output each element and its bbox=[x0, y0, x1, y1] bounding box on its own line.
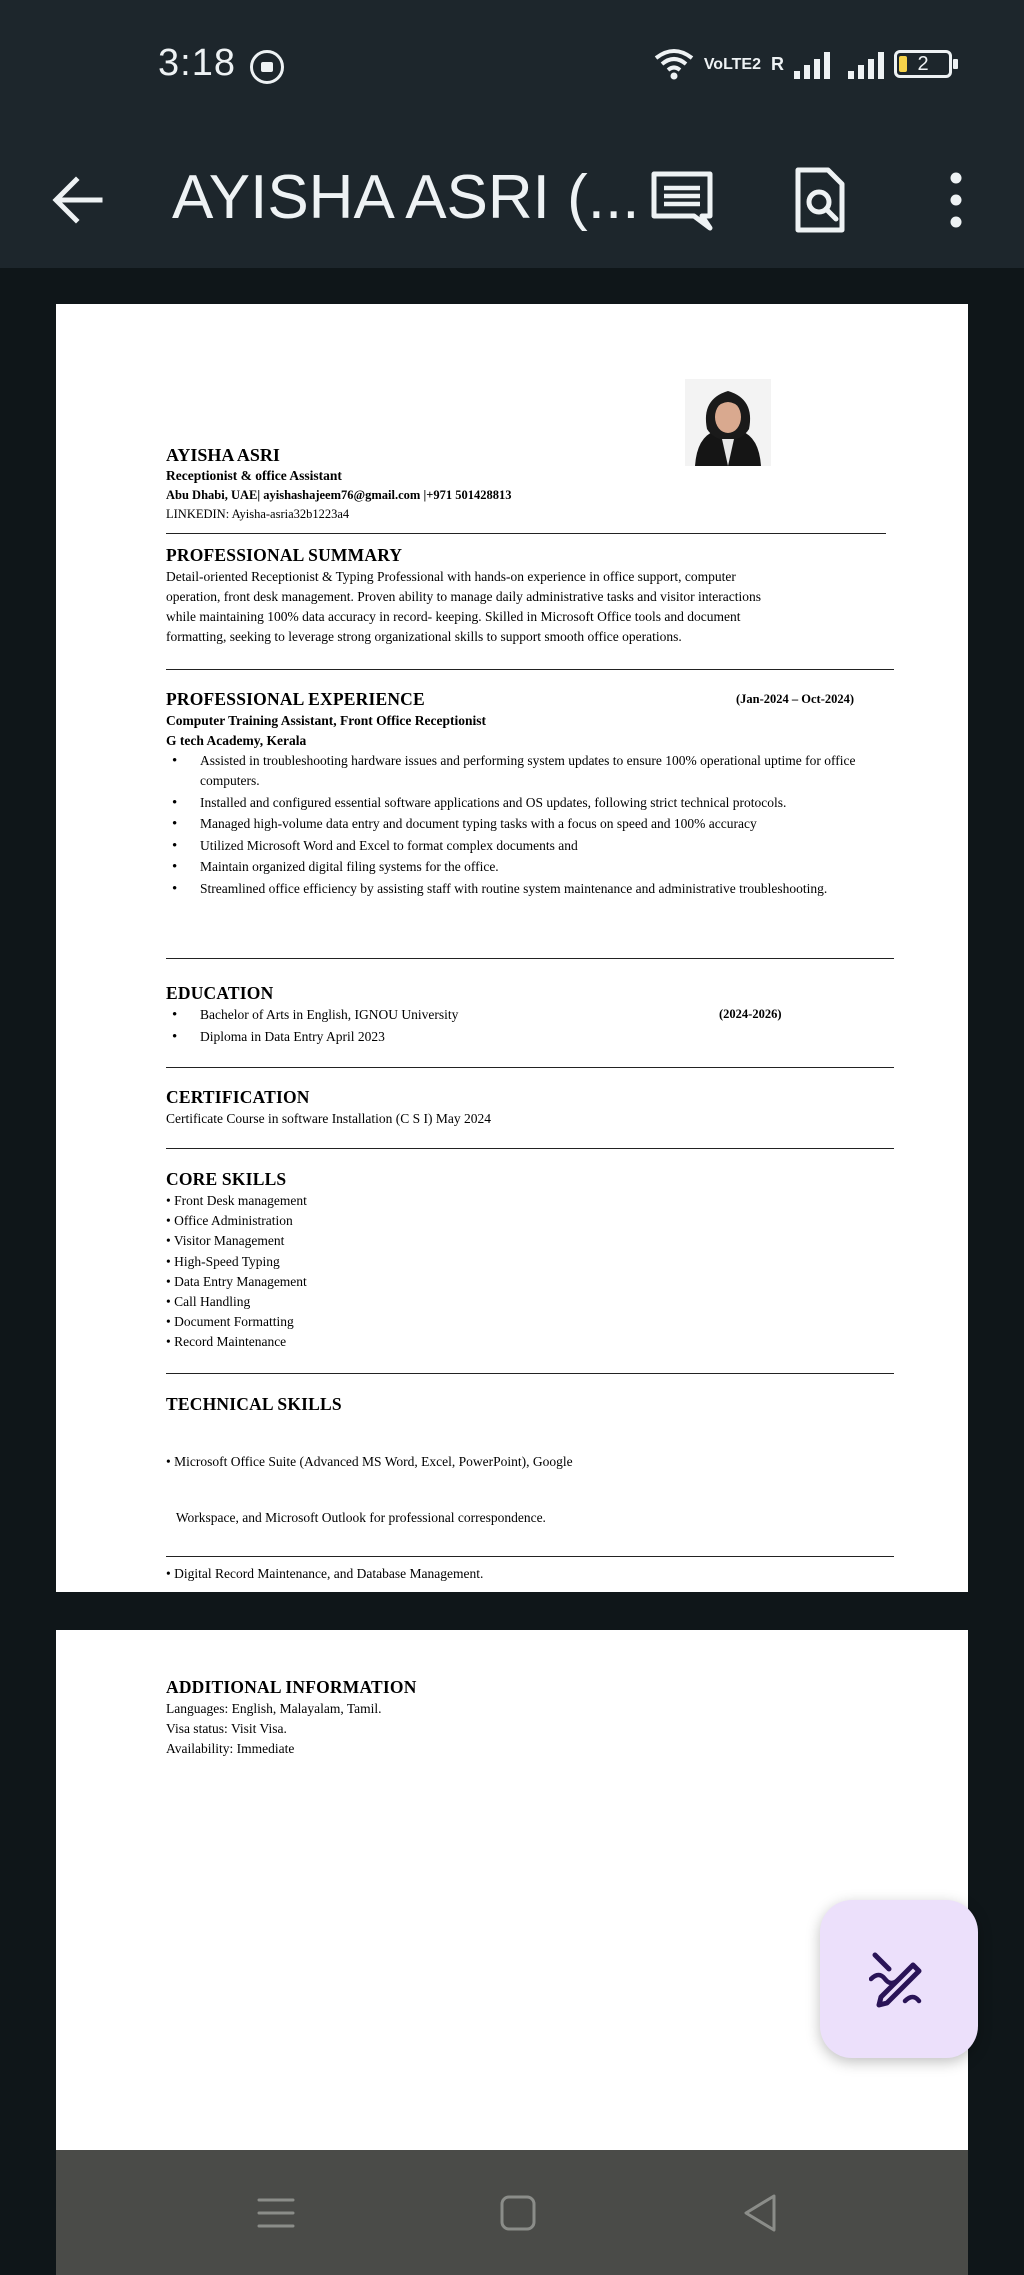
availability-text: Availability: Immediate bbox=[166, 1741, 295, 1756]
technical-skills-section bbox=[166, 1392, 894, 1592]
list-item: • Digital Record Maintenance, and Database Management. bbox=[166, 1566, 484, 1582]
summary-line: operation, front desk management. Proven ability to manage daily administrative tasks and visitor interactions bbox=[166, 589, 761, 604]
list-item: • Data Entry Management bbox=[166, 1273, 307, 1289]
summary-line: Detail-oriented Receptionist & Typing Professional with hands-on experience in office support, computer bbox=[166, 569, 736, 584]
section-title: ADDITIONAL INFORMATION bbox=[166, 1677, 417, 1697]
summary-line: while maintaining 100% data accuracy in record- keeping. Skilled in Microsoft Office tools and document bbox=[166, 609, 741, 624]
section-title: CERTIFICATION bbox=[166, 1087, 310, 1107]
list-item: • Streamlined office efficiency by assisting staff with routine system maintenance and administrative troubleshooting. bbox=[200, 879, 860, 899]
certification-text: Certificate Course in software Installation (C S I) May 2024 bbox=[166, 1111, 492, 1126]
list-item: • Bachelor of Arts in English, IGNOU University bbox=[200, 1005, 894, 1025]
list-item: • Front Desk management bbox=[166, 1193, 307, 1208]
status-bar bbox=[0, 0, 1024, 136]
battery-level: 2 bbox=[917, 53, 929, 75]
list-item: • Office Administration bbox=[166, 1213, 293, 1229]
comment-icon[interactable] bbox=[642, 160, 722, 240]
signal-icon-sim2 bbox=[848, 49, 884, 79]
additional-info-section bbox=[166, 1675, 894, 1759]
list-item: • Call Handling bbox=[166, 1294, 251, 1310]
status-indicators bbox=[654, 48, 952, 80]
status-time: 3:18 bbox=[158, 42, 236, 84]
languages-text: Languages: English, Malayalam, Tamil. bbox=[166, 1701, 382, 1716]
list-item: • Assisted in troubleshooting hardware issues and performing system updates to ensure 100% operational uptime for office computers. bbox=[200, 751, 860, 791]
edit-annotate-icon bbox=[869, 1949, 929, 2009]
resume-name: AYISHA ASRI bbox=[166, 445, 280, 465]
visa-text: Visa status: Visit Visa. bbox=[166, 1721, 287, 1736]
list-item: • Record Maintenance bbox=[166, 1334, 287, 1350]
roaming-indicator: R bbox=[771, 53, 784, 74]
core-skills-section bbox=[166, 1167, 894, 1353]
section-title: CORE SKILLS bbox=[166, 1169, 287, 1189]
battery-icon bbox=[894, 50, 952, 78]
list-item: Workspace, and Microsoft Outlook for professional correspondence. bbox=[166, 1510, 546, 1526]
volte-indicator: VoLTE2 bbox=[703, 55, 761, 73]
document-title: AYISHA ASRI (... bbox=[172, 163, 640, 232]
divider bbox=[166, 1067, 894, 1068]
resume-role: Receptionist & office Assistant bbox=[166, 468, 342, 483]
experience-section bbox=[166, 687, 894, 900]
wifi-icon bbox=[654, 48, 694, 80]
summary-line: formatting, seeking to leverage strong organizational skills to support smooth office operations. bbox=[166, 629, 682, 644]
divider bbox=[166, 958, 894, 959]
divider bbox=[166, 1148, 894, 1149]
section-title: PROFESSIONAL EXPERIENCE bbox=[166, 689, 425, 709]
experience-dates: (Jan-2024 – Oct-2024) bbox=[736, 692, 855, 706]
list-item: • Installed and configured essential software applications and OS updates, following strict technical protocols. bbox=[200, 793, 860, 813]
back-arrow-icon[interactable] bbox=[40, 160, 120, 240]
education-section bbox=[166, 981, 894, 1048]
list-item: • Managed high-volume data entry and document typing tasks with a focus on speed and 100% accuracy bbox=[200, 814, 860, 834]
divider bbox=[166, 1373, 894, 1374]
experience-employer: G tech Academy, Kerala bbox=[166, 733, 307, 748]
divider bbox=[166, 1556, 894, 1557]
annotate-fab-button[interactable] bbox=[820, 1900, 978, 2058]
list-item: • Microsoft Office Suite (Advanced MS Word, Excel, PowerPoint), Google bbox=[166, 1454, 573, 1469]
find-in-document-icon[interactable] bbox=[780, 160, 860, 240]
list-item: • High-Speed Typing bbox=[166, 1253, 280, 1269]
home-icon[interactable] bbox=[493, 2188, 543, 2238]
more-options-icon[interactable] bbox=[916, 160, 996, 240]
back-triangle-icon[interactable] bbox=[736, 2188, 786, 2238]
document-page-1 bbox=[56, 304, 968, 1592]
education-years: (2024-2026) bbox=[719, 1007, 782, 1021]
list-item: • Maintain organized digital filing systems for the office. bbox=[200, 857, 860, 877]
list-item: • Utilized Microsoft Word and Excel to format complex documents and bbox=[200, 836, 860, 856]
section-title: TECHNICAL SKILLS bbox=[166, 1394, 342, 1414]
list-item: • Document Formatting bbox=[166, 1314, 294, 1330]
list-item: • Diploma in Data Entry April 2023 bbox=[200, 1027, 894, 1047]
list-item: • Visitor Management bbox=[166, 1233, 285, 1249]
section-title: PROFESSIONAL SUMMARY bbox=[166, 545, 403, 565]
divider bbox=[166, 669, 894, 670]
system-navigation-bar bbox=[56, 2150, 968, 2275]
screen-record-icon bbox=[250, 50, 284, 84]
divider bbox=[166, 533, 886, 534]
resume-linkedin: LINKEDIN: Ayisha-asria32b1223a4 bbox=[166, 507, 350, 521]
experience-position: Computer Training Assistant, Front Office Receptionist bbox=[166, 713, 486, 728]
summary-section bbox=[166, 543, 894, 647]
menu-icon[interactable] bbox=[251, 2188, 301, 2238]
section-title: EDUCATION bbox=[166, 983, 274, 1003]
certification-section bbox=[166, 1085, 894, 1129]
signal-icon-sim1 bbox=[794, 49, 830, 79]
document-page-2 bbox=[56, 1630, 968, 2150]
resume-contact: Abu Dhabi, UAE| ayishashajeem76@gmail.com |+971 501428813 bbox=[166, 488, 512, 502]
app-bar bbox=[0, 136, 1024, 268]
